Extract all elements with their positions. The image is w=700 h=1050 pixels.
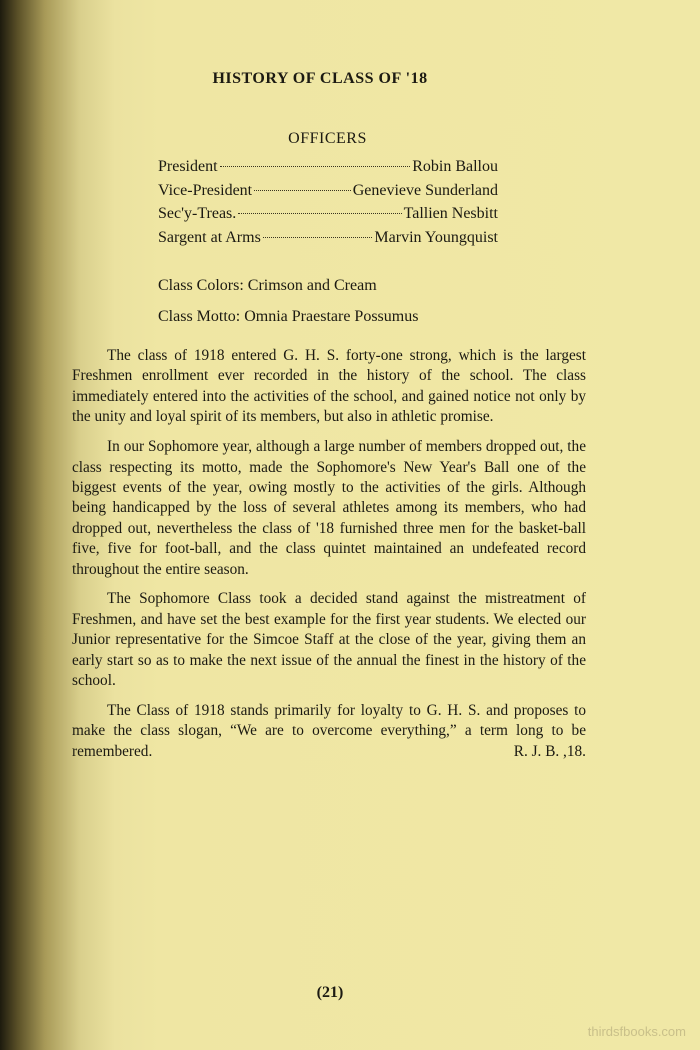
signature: R. J. B. ,18. [513,742,586,760]
officer-name: Genevieve Sunderland [352,181,498,199]
officer-role: Sargent at Arms [158,228,261,246]
paragraph-text: The Class of 1918 stands primarily for loyalty to G. H. S. and proposes to make the class slogan, “We are to overcome everything,” a term long to be remembered. [72,702,586,760]
officer-name: Marvin Youngquist [374,228,498,246]
watermark: thirdsfbooks.com [587,1024,686,1039]
officer-row [158,182,498,206]
page-title: HISTORY OF CLASS OF '18 [212,70,428,87]
officer-row [158,229,498,253]
officer-role: President [158,158,218,175]
page-number: (21) [316,984,344,1001]
class-colors: Class Colors: Crimson and Cream [158,277,377,294]
dot-leader [238,213,401,214]
officers-list [158,158,498,252]
dot-leader [220,166,411,167]
officer-role: Sec'y-Treas. [158,205,237,222]
class-motto: Class Motto: Omnia Praestare Possumus [158,308,419,325]
dot-leader [263,237,373,238]
dot-leader [254,190,351,191]
paragraph [72,701,586,762]
history-text [72,346,586,772]
officers-heading: OFFICERS [288,130,367,147]
paragraph: In our Sophomore year, although a large number of members dropped out, the class respecting its motto, made the Sophomore's New Year's Ball one of the biggest events of the year, owing mostly to the activities of the girls. Although being handicapped by the loss of several athletes among its members, who had dropped out, nevertheless the class of '18 furnished three men for the basket-ball five, five for foot-ball, and the class quintet maintained an undefeated record throughout the entire season. [72,438,586,578]
officer-name: Robin Ballou [412,158,498,175]
paragraph: The Sophomore Class took a decided stand against the mistreatment of Freshmen, and have set the best example for the first year students. We elected our Junior representative for the Simcoe Staff at the close of the year, giving them an early start so as to make the next issue of the annual the finest in the history of the school. [72,590,586,690]
officer-row [158,158,498,182]
paragraph: The class of 1918 entered G. H. S. forty-one strong, which is the largest Freshmen enrollment ever recorded in the history of the school. The class immediately entered into the activities of the school, and gained notice not only by the unity and loyal spirit of its members, but also in athletic promise. [72,347,586,426]
officer-name: Tallien Nesbitt [403,205,498,222]
officer-role: Vice-President [158,181,253,199]
officer-row [158,205,498,229]
